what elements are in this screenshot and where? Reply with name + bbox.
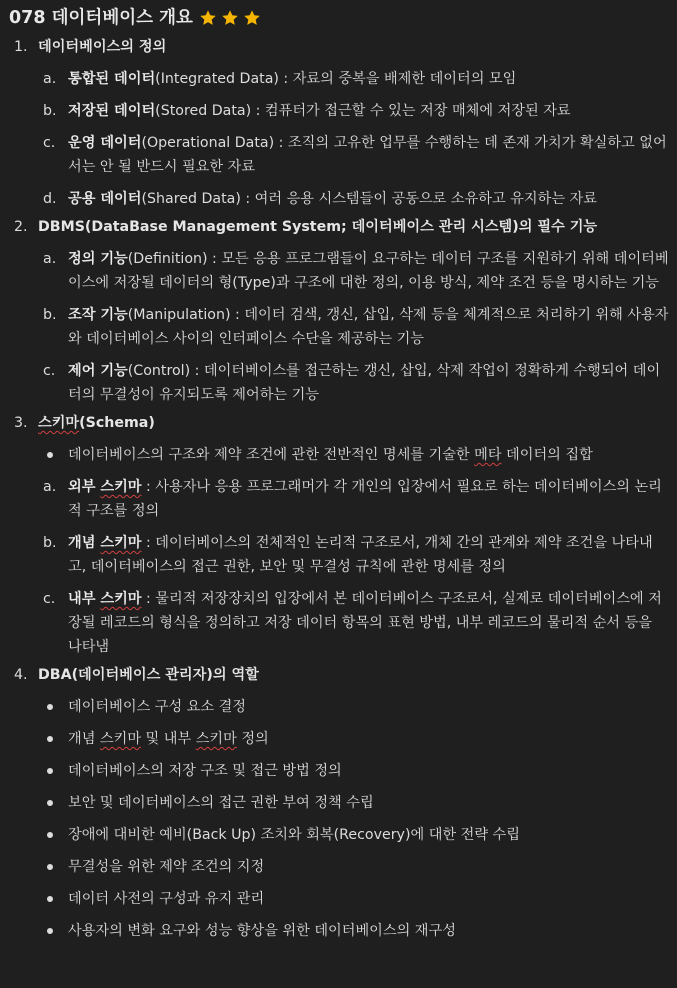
bullet-item [38, 855, 669, 879]
bullet-icon [47, 928, 53, 934]
bullet-icon [47, 704, 53, 710]
item-term: 통합된 데이터 [68, 71, 156, 87]
item-term [68, 479, 141, 495]
bullet-text: 데이터베이스의 저장 구조 및 접근 방법 정의 [68, 763, 342, 779]
list-item [38, 359, 669, 407]
list-item [38, 587, 669, 659]
item-term: 공용 데이터 [68, 191, 142, 207]
item-text: (Stored Data) : 컴퓨터가 접근할 수 있는 저장 매체에 저장된 자료 [155, 103, 571, 119]
bullet-item [38, 443, 669, 467]
bullet-text-post: 데이터의 집합 [501, 447, 593, 463]
section-number: 4. [14, 667, 28, 683]
bullet-icon [47, 896, 53, 902]
list-item [38, 475, 669, 523]
item-term: 조작 기능 [68, 307, 128, 323]
star-icon [199, 9, 217, 27]
bullet-text: 사용자의 변화 요구와 성능 향상을 위한 데이터베이스의 재구성 [68, 923, 456, 939]
item-text: : 사용자나 응용 프로그래머가 각 개인의 입장에서 필요로 하는 데이터베이스의 논리적 구조를 정의 [68, 479, 662, 519]
list-item [38, 187, 669, 211]
bullet-text: 보안 및 데이터베이스의 접근 권한 부여 정책 수립 [68, 795, 374, 811]
page-title [9, 5, 669, 31]
item-term: 제어 기능 [68, 363, 128, 379]
bullet-item [38, 919, 669, 943]
bullet-item [38, 791, 669, 815]
item-text: : 물리적 저장장치의 입장에서 본 데이터베이스 구조로서, 실제로 데이터베이스에 저장될 레코드의 형식을 정의하고 저장 데이터 항목의 표현 방법, 내부 레코드의 물리적 순서 등을 나타냄 [68, 591, 662, 655]
bullet-icon [47, 800, 53, 806]
bullet-text: 무결성을 위한 제약 조건의 지정 [68, 859, 265, 875]
section-heading: DBMS(DataBase Management System; 데이터베이스 관리 시스템)의 필수 기능 [38, 219, 598, 235]
section-heading: 데이터베이스의 정의 [38, 39, 167, 55]
item-text: (Shared Data) : 여러 응용 시스템들이 공동으로 소유하고 유지하는 자료 [141, 191, 597, 207]
bullet-text-squiggle: 스키마 [195, 731, 237, 747]
rating-stars [199, 9, 261, 27]
item-term [68, 535, 141, 551]
heading-schema-word: 스키마 [38, 415, 80, 431]
section-heading: DBA(데이터베이스 관리자)의 역할 [38, 667, 259, 683]
term-schema: 스키마 [100, 591, 142, 607]
bullet-icon [47, 864, 53, 870]
bullet-item [38, 823, 669, 847]
section-schema [9, 411, 669, 659]
item-text: (Definition) : 모든 응용 프로그램들이 요구하는 데이터 구조를 지원하기 위해 데이터베이스에 저장될 데이터의 형(Type)과 구조에 대한 정의, 이용 방식, 제약 조건 등을 명시하는 기능 [68, 251, 669, 291]
bullet-item [38, 727, 669, 751]
item-marker: b. [43, 103, 57, 119]
bullet-icon [47, 736, 53, 742]
term-prefix: 개념 [68, 535, 101, 551]
section-db-definition [9, 35, 669, 211]
item-marker: b. [43, 307, 57, 323]
term-schema: 스키마 [100, 535, 142, 551]
bullet-text-squiggle: 스키마 [99, 731, 142, 747]
bullet-text-mid: 및 내부 [141, 731, 196, 747]
bullet-item [38, 695, 669, 719]
item-term: 정의 기능 [68, 251, 128, 267]
bullet-item [38, 759, 669, 783]
term-prefix: 외부 [68, 479, 101, 495]
item-term [68, 591, 141, 607]
list-item [38, 67, 669, 91]
section-dbms-functions [9, 215, 669, 407]
item-marker: c. [43, 591, 56, 607]
list-item [38, 303, 669, 351]
item-marker: a. [43, 479, 57, 495]
item-marker: c. [43, 135, 56, 151]
item-term: 저장된 데이터 [68, 103, 156, 119]
bullet-text: 장애에 대비한 예비(Back Up) 조치와 회복(Recovery)에 대한 전략 수립 [68, 827, 520, 843]
item-text: (Integrated Data) : 자료의 중복을 배제한 데이터의 모임 [155, 71, 517, 87]
list-item [38, 247, 669, 295]
item-term: 운영 데이터 [68, 135, 142, 151]
item-marker: b. [43, 535, 57, 551]
list-item [38, 531, 669, 579]
item-marker: a. [43, 71, 57, 87]
section-heading [38, 411, 669, 435]
bullet-text-pre: 데이터베이스의 구조와 제약 조건에 관한 전반적인 명세를 기술한 [68, 447, 475, 463]
item-marker: d. [43, 191, 57, 207]
item-text: : 데이터베이스의 전체적인 논리적 구조로서, 개체 간의 관계와 제약 조건을 나타내고, 데이터베이스의 접근 권한, 보안 및 무결성 규칙에 관한 명세를 정의 [68, 535, 653, 575]
bullet-text: 데이터베이스 구성 요소 결정 [68, 699, 246, 715]
bullet-icon [47, 768, 53, 774]
bullet-item [38, 887, 669, 911]
term-schema: 스키마 [100, 479, 142, 495]
star-icon [221, 9, 239, 27]
bullet-text-pre: 개념 [68, 731, 100, 747]
item-marker: a. [43, 251, 57, 267]
item-text: (Control) : 데이터베이스를 접근하는 갱신, 삽입, 삭제 작업이 정확하게 수행되어 데이터의 무결성이 유지되도록 제어하는 기능 [68, 363, 661, 403]
list-item [38, 99, 669, 123]
section-number: 1. [14, 39, 28, 55]
section-number: 2. [14, 219, 28, 235]
item-text: (Manipulation) : 데이터 검색, 갱신, 삽입, 삭제 등을 체계적으로 처리하기 위해 사용자와 데이터베이스 사이의 인터페이스 수단을 제공하는 기능 [68, 307, 669, 347]
star-icon [243, 9, 261, 27]
bullet-text-post: 정의 [236, 731, 269, 747]
bullet-icon [47, 452, 53, 458]
bullet-icon [47, 832, 53, 838]
term-prefix: 내부 [68, 591, 101, 607]
list-item [38, 131, 669, 179]
item-marker: c. [43, 363, 56, 379]
heading-schema-suffix: (Schema) [79, 415, 155, 431]
bullet-text-squiggle: 메타 [474, 447, 502, 463]
section-dba-role [9, 663, 669, 943]
title-text: 078 데이터베이스 개요 [9, 8, 193, 28]
section-number: 3. [14, 415, 28, 431]
bullet-text: 데이터 사전의 구성과 유지 관리 [68, 891, 265, 907]
item-text: (Operational Data) : 조직의 고유한 업무를 수행하는 데 존재 가치가 확실하고 없어서는 안 될 반드시 필요한 자료 [68, 135, 667, 175]
